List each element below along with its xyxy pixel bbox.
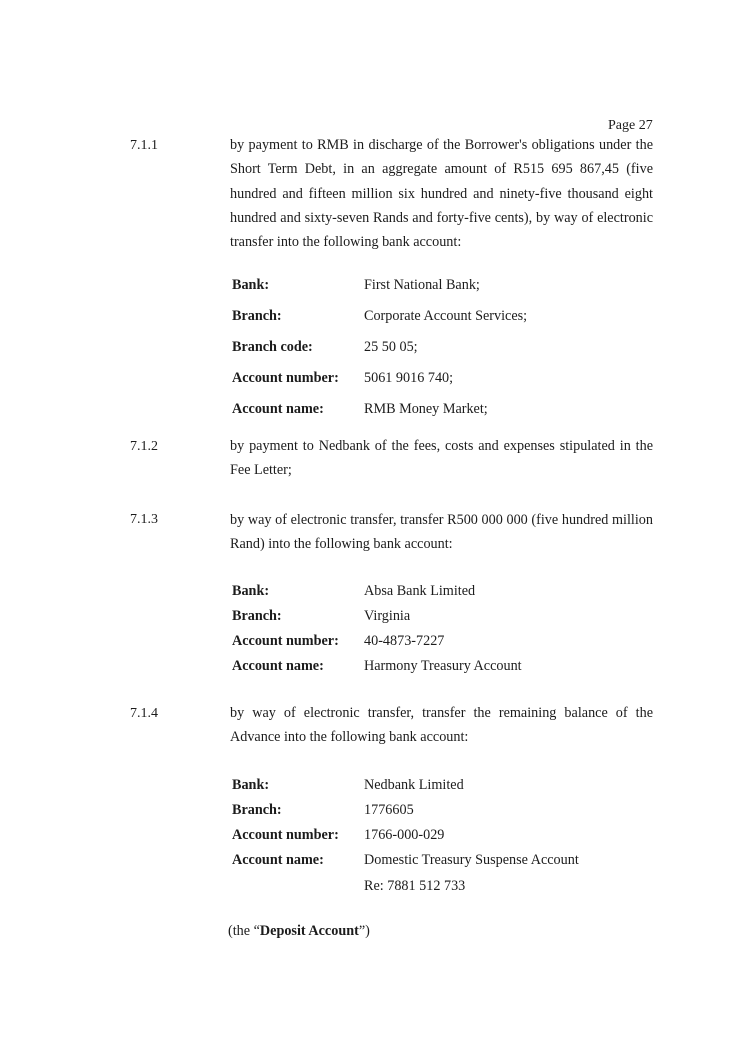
- closing-suffix: ”): [358, 923, 370, 939]
- text-line: by way of electronic transfer, transfer R500 000 000 (five hundred million: [230, 512, 653, 528]
- text-line: hundred and sixty-seven Rands and forty-five cents), by way of electronic: [230, 209, 653, 226]
- account-value: 25 50 05;: [364, 339, 418, 355]
- account-value: Corporate Account Services;: [364, 308, 528, 324]
- account-value: Nedbank Limited: [364, 777, 464, 793]
- account-label: Account number:: [232, 827, 339, 843]
- account-value: 5061 9016 740;: [364, 370, 454, 386]
- text-line: Advance into the following bank account:: [230, 729, 469, 746]
- clause-number-7-1-3: 7.1.3: [130, 512, 158, 527]
- clause-7-1-4-text: [230, 701, 653, 750]
- clause-7-1-1-text: [230, 133, 653, 254]
- clause-number-7-1-4: 7.1.4: [130, 706, 158, 721]
- account-label: Account number:: [232, 633, 339, 649]
- account-label: Branch:: [232, 608, 282, 624]
- closing-prefix: (the “: [228, 923, 260, 939]
- clause-number-7-1-1: 7.1.1: [130, 138, 158, 153]
- account-value: 1766-000-029: [364, 827, 445, 843]
- account-value: Domestic Treasury Suspense Account: [364, 852, 579, 868]
- defined-term: Deposit Account: [259, 923, 359, 939]
- page-number: Page 27: [608, 118, 653, 133]
- account-label: Account number:: [232, 370, 339, 386]
- text-line: transfer into the following bank account:: [230, 234, 462, 251]
- text-line: by way of electronic transfer, transfer the remaining balance of the: [230, 705, 653, 721]
- account-value: Absa Bank Limited: [364, 583, 476, 599]
- account-label: Bank:: [232, 277, 270, 293]
- account-value: First National Bank;: [364, 277, 480, 293]
- clause-7-1-2-text: [230, 434, 653, 483]
- text-line: by payment to Nedbank of the fees, costs and expenses stipulated in the: [230, 438, 653, 454]
- account-value: Virginia: [364, 608, 411, 624]
- account-label: Account name:: [232, 658, 324, 674]
- text-line: by payment to RMB in discharge of the Borrower's obligations under the: [230, 137, 653, 153]
- account-label: Branch:: [232, 802, 282, 818]
- account-value: 40-4873-7227: [364, 633, 445, 649]
- account-label: Branch code:: [232, 339, 313, 355]
- account-label: Bank:: [232, 583, 270, 599]
- account-value: Harmony Treasury Account: [364, 658, 522, 674]
- account-value: 1776605: [364, 802, 414, 818]
- text-line: Fee Letter;: [230, 462, 292, 479]
- account-value: RMB Money Market;: [364, 401, 488, 417]
- account-label: Bank:: [232, 777, 270, 793]
- account-label: Account name:: [232, 852, 324, 868]
- clause-number-7-1-2: 7.1.2: [130, 439, 158, 454]
- text-line: Rand) into the following bank account:: [230, 536, 453, 553]
- deposit-account-definition: [228, 923, 370, 940]
- text-line: Short Term Debt, in an aggregate amount of R515 695 867,45 (five: [230, 161, 653, 178]
- account-label: Branch:: [232, 308, 282, 324]
- account-value: Re: 7881 512 733: [364, 878, 466, 894]
- clause-7-1-3-text: [230, 508, 653, 557]
- text-line: hundred and fifteen million six hundred and ninety-five thousand eight: [230, 185, 653, 202]
- account-label: Account name:: [232, 401, 324, 417]
